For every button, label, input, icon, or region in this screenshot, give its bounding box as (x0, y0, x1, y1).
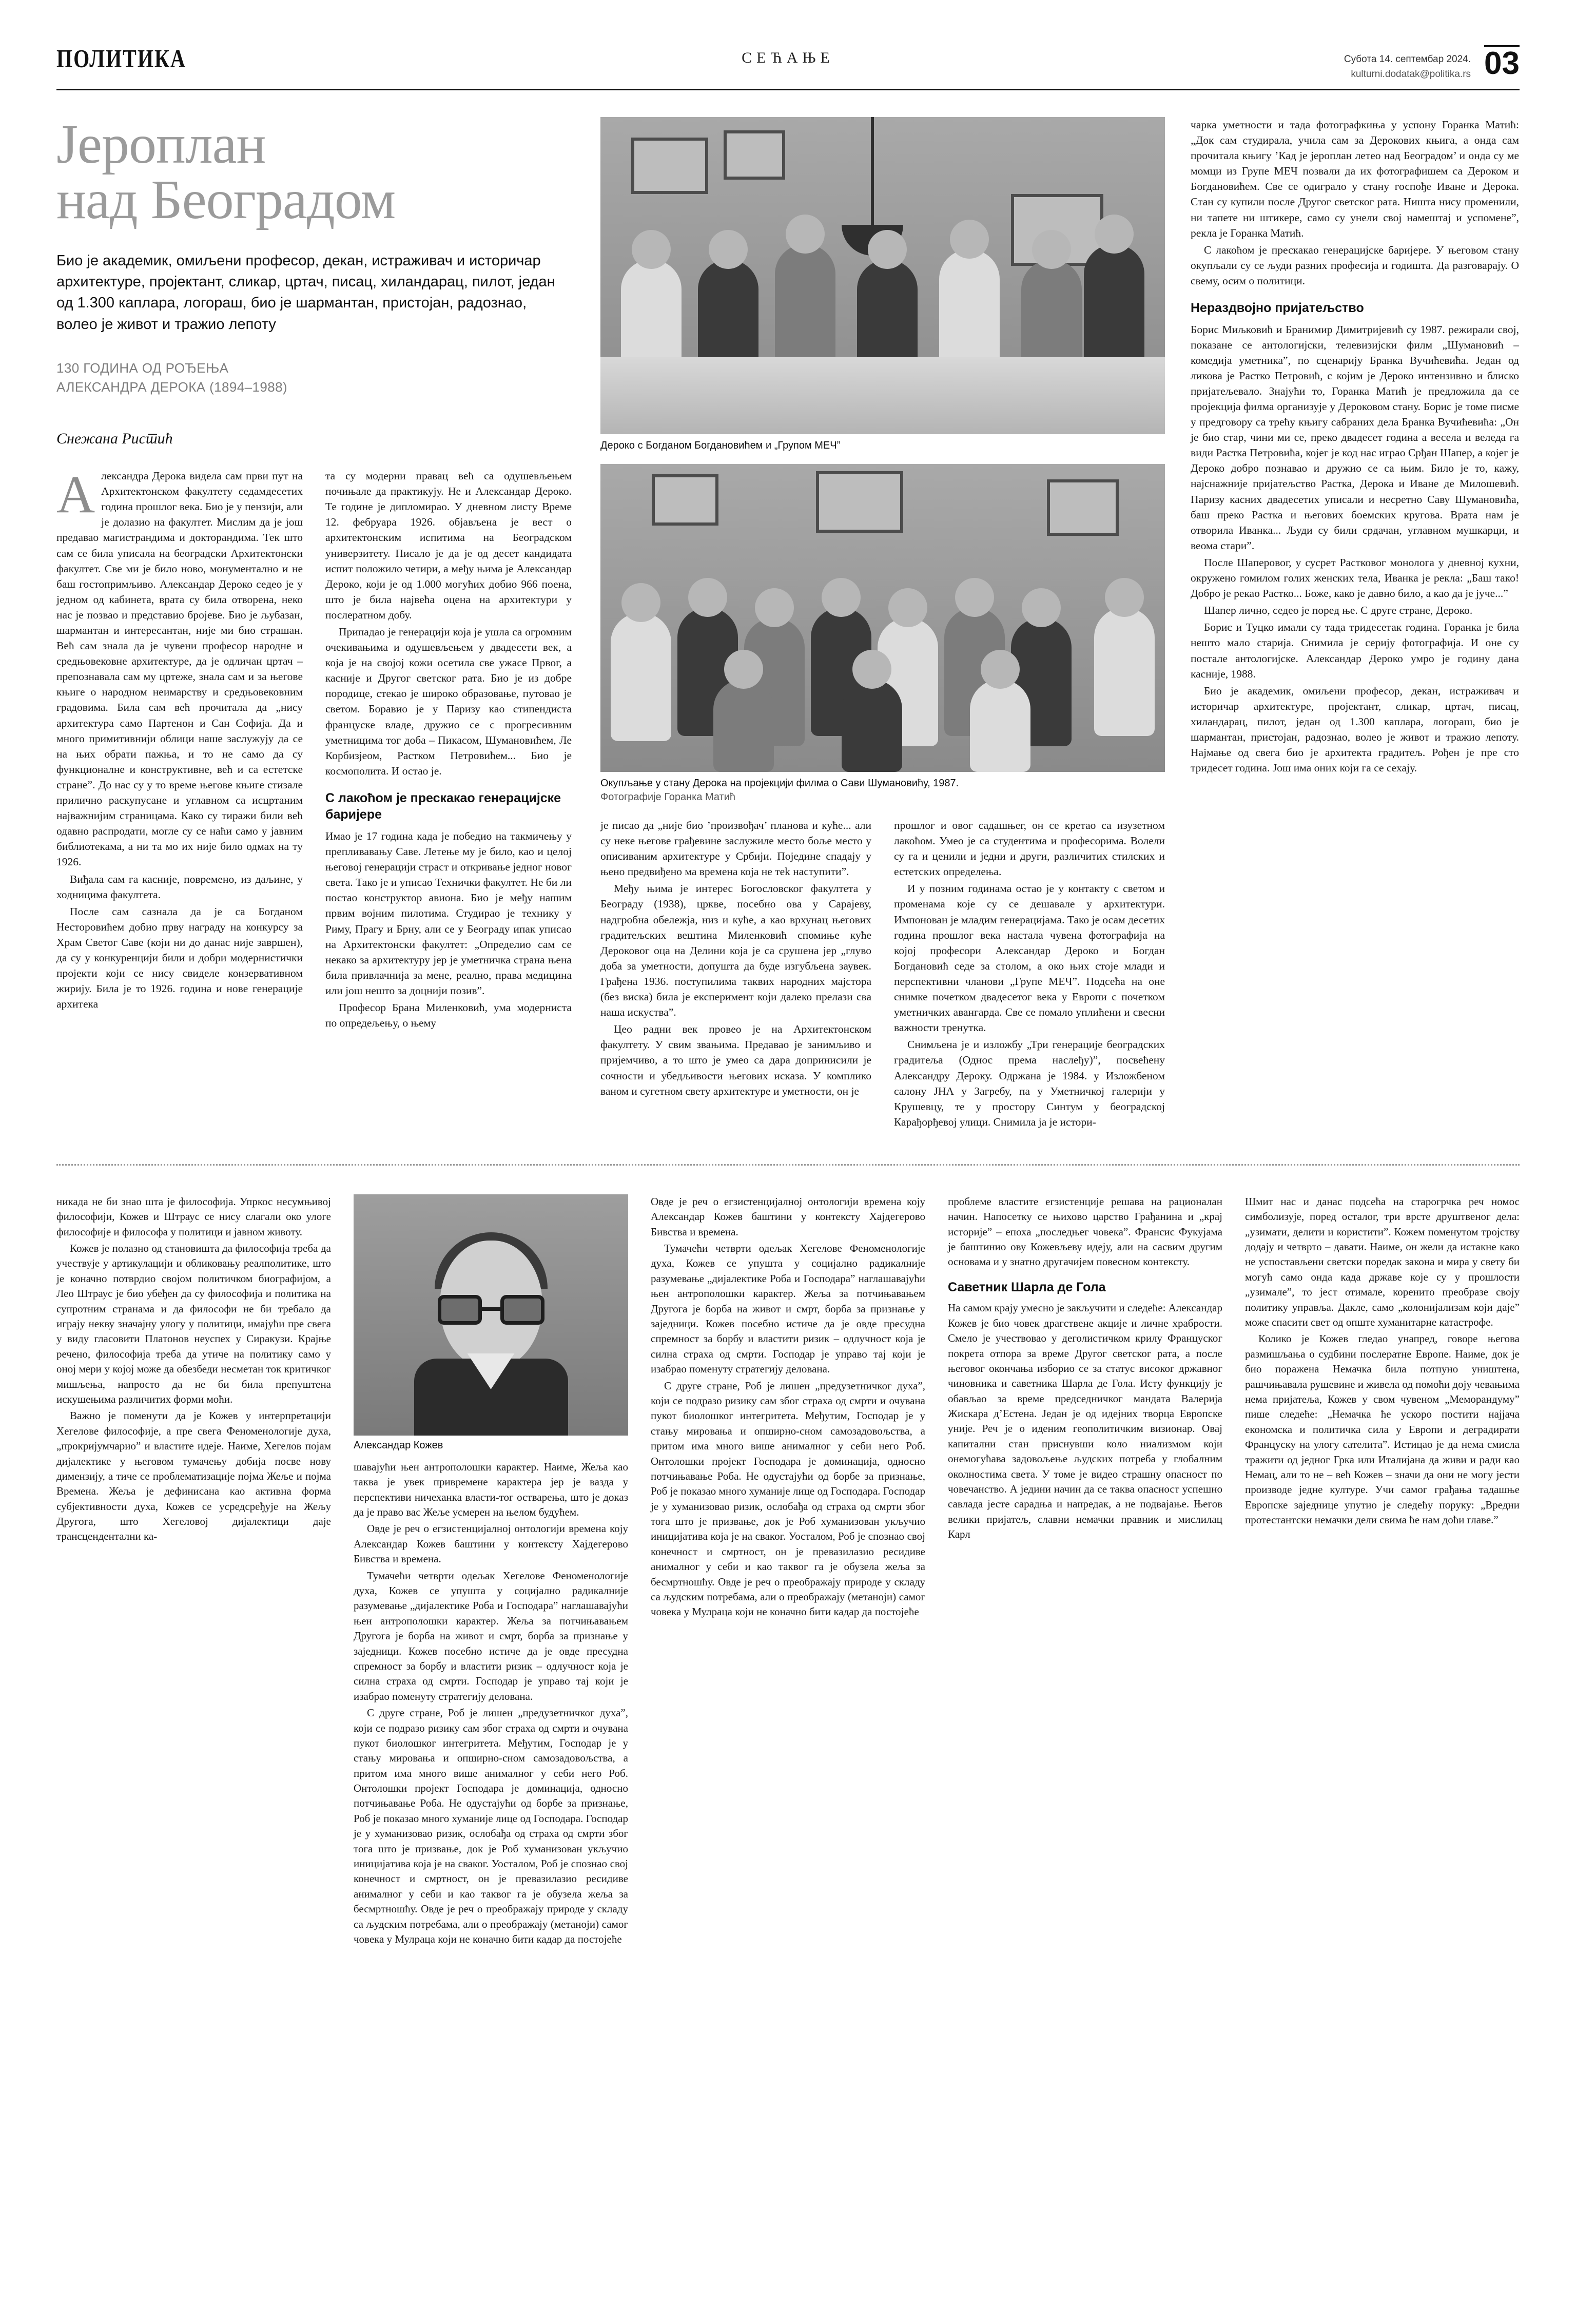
paragraph: Борис Миљковић и Бранимир Димитријевић су 1987. режирали свој, показане се антологијски, телевизијски филм „Шумановић – комедија уметника”, по сценарију Бранка Вучићевића. Један од ликова је Растко Петровић, с којим је Дероко интензивно и блиско пријатељевало. Знајући то, Горанка Матић је предложила да се пројекција филма организује у Дероковом стану. Борис је томе писме у предговору са трећу књигу сабраних дела Бранка Вучићевића: „Он је био стар, чини ми се, преко двадесет година а весела и веледа га види Растка Петровића, којег је код нас играо Срђан Шапер, а којег је Дероко добро познавао и дружио се са њим. Било је то, кажу, најснажније пријатељство Растка, Дерока и Иване де Милошевић. Паризу касних двадесетих уписали и несретно Саву Шумановића, баш преко Растка и његових боемских кругова. Врата нам је отворила Иванка... Људи су били срдачан, углавном мушкарци, и веома стари”. (1191, 323, 1519, 552)
paragraph: Цео радни век провео је на Архитектонском факултету. У свим звањима. Предавао је занимљиво и пријемчиво, а то што је умео са дара допринисили је сочности и убедљивости његових исказа. У комплико ваном и сугетном свету архитектуре и уметности, он је (600, 1023, 871, 1097)
masthead (56, 44, 1520, 90)
right-column (1191, 117, 1519, 1131)
paragraph: С лакоћом је прескакао генерацијске баријере. У његовом стану окупљали су се људи разних професија и годишта. Да разговарају. О свему, осим о политици. (1191, 243, 1519, 287)
lower-column-4 (948, 1194, 1222, 1949)
text-column-1 (56, 465, 303, 1032)
paragraph: После сам сазнала да је са Богданом Несторовићем добио прву награду на конкурсу за Храм Светог Саве (који ни до данас није завршен), да су у конкуренцији били и добри модернистички пројекти који се нису свиделе конзервативном жирију. Била је то 1926. година и нове генерације архитека (56, 905, 303, 1011)
paragraph: С друге стране, Роб је лишен „предузетничког духа”, који се подразо ризику сам због страха од смрти и очувана пукот биолошког интегритета. Међутим, Господар је у стању мировања и опширно-сном самозадовољства, а притом има много више анималног у себи него Роб. Онтолошки пројект Господара је доминација, односно потчињавање Роба. Не одустајући од борбе за признање, Роб је показао много хуманије лице од Господара. Господар је у хуманизовао ризик, ослобађа од страха од смрти због тога што је призвање, док је Роб хуманизован укључио инициjaтивa која је на сваког. Уосталом, Роб је спознао свој конечност и смртност, он је превазилазио ресидиве анималног у себи и као таквог га је обузела жеља за бесмртношћу. Овде је реч о преображају природе у складу са људским потребама, али о преображају (метаноји) самог човека у Мулраца који не коначно бити кадар да постојеће (354, 1707, 628, 1945)
paragraph: чарка уметности и тада фотографкиња у успону Горанка Матић: „Док сам студирала, учила сам за Дерокових књига, а онда сам прочитала књигу ’Кад је јероплан летео над Београдом’ и онда су ме момци из Групе МЕЧ позвали да их фотографишем са Дероком и Богдановићем. Све се одиграло у стану госпође Иване и Дерока. Стан су купили после Другог светског рата. Ништа нису променили, ни тапете ни штикере, само су унели свој намештај и успомене”, рекла је Горанка Матић. (1191, 119, 1519, 239)
paragraph: Кожев је полазно од становишта да философија треба да учествује у артикулацији и обликовању реалполитике, што је коначно потврдио својом политичком биографијом, а Лео Штраус је био убеђен да су философија и политика на супротним странама и да философи не би требало да играју некву значајну улогу у политици, имајући пре свега у виду гласовити Платонов неуспех у Сиракузи. Крајње речено, философија треба да утиче на политику само у оној мери у којој може да обезбеди несметан ток критичког мишљења, напросто да не би била препуштена искушењима различитих форми моћи. (56, 1242, 331, 1405)
portrait-kozev (354, 1194, 628, 1436)
headline-line-1: Јероплан (56, 114, 266, 175)
person-figure (1084, 244, 1144, 373)
subheading-2: Нераздвојно пријатељство (1191, 301, 1364, 316)
paragraph: Борис и Туцко имали су тада тридесетак година. Горанка је била нешто мало старија. Снимила је серију фотографија. И оне су постале антологијске. Александар Дероко умро је годину дана касније, 1988. (1191, 621, 1519, 680)
person-figure (611, 613, 671, 741)
paragraph: шавајући њен антрополошки карактер. Наиме, Жеља као таква је увек привремене карактера јер је вазда у перспективи ничеханка власти-тог остварења, што је доказ да је право вас Жеље усмерен на њелом будућем. (354, 1460, 628, 1519)
lower-column-3 (651, 1194, 925, 1949)
decor-frame-icon (631, 138, 708, 194)
paragraph: Тумачећи четврти одељак Хегелове Феноменологије духа, Кожев се упушта у социјално радикалније разумевање „дијалектике Роба и Господара” наглашавајући њен антрополошки карактер. Жеља за потчињавањем Другога је борба на живот и смрт, борба за признање у заједници. Кожев посебно истиче да је овде пресудна спремност за борбу и властити ризик – одлучност која је силна страха од смрти. Господар је управо тај који је изабрао поменуту стратегију делована. (651, 1242, 925, 1376)
decor-frame-icon (816, 471, 903, 533)
section-divider (56, 1164, 1520, 1166)
paragraph: И у позним годинама остао је у контакту с светом и променама које су се дешавале у архитектури. Импонован је младим генерацијама. Тако је осам десетих година прошлог века настала чувена фотографија на којој професори Александар Дероко и Богдан Богдановић седе за столом, а око њих стоје млади и перспективни чланови „Групе МЕЧ”. Подсећа на оне снимке почетком двадесетог века у Европи с почетком уметничких авангарда. Све се помало уплићени и свесни важности тренутка. (894, 882, 1165, 1034)
paragraph: Виђала сам га касније, повремено, из даљине, у ходницима факултета. (56, 873, 303, 901)
dateline-email: kulturni.dodatak@politika.rs (1351, 68, 1471, 80)
photo-scene (600, 117, 1165, 434)
dateline-date: Субота 14. септембар 2024. (1344, 54, 1471, 65)
kicker-line-2: АЛЕКСАНДРА ДЕРОКА (1894–1988) (56, 379, 287, 395)
paragraph: прошлог и овог садашњег, он се кретао са изузетном лакоћом. Умео је са студентима и професорима. Волели су га и ценили и једни и други, различитих стилских и естетских определења. (894, 819, 1165, 878)
left-column (56, 114, 600, 1131)
drop-cap: А (56, 465, 95, 525)
photo-caption (600, 777, 1165, 804)
paragraph: та су модерни правац већ са одушевљењем почињале да практикују. Не и Александар Дероко. Те године је дипломирао. У дневном листу Време 12. фебруара 1926. објављена је вест о архитектонским испитима на Београдском универзитету. Писало је да је од десет кандидата испит положило четири, а међу њима је Александар Дероко, који је од 1.000 могућих добио 966 поена, што је била највећа оцена на архитектури у послератном добу. (325, 470, 572, 621)
photo-block-1 (600, 117, 1165, 453)
page-number: 03 (1484, 46, 1520, 81)
paragraph: Професор Брана Миленковић, ума модерниста по опредељењу, о њему (325, 1001, 572, 1030)
person-figure (970, 680, 1030, 772)
paragraph-text: лександра Дерока видела сам први пут на Архитектонском факултету седамдесетих година прошлог века. Био је у пензији, али је долазио на факултет. Мислим да је још предавао магистрандима и докторандима. Тек што сам се била уписала на београдски Архитектонски факултет. Све ми је било ново, монументално и не баш гостопримљиво. Александар Дероко седео је у једном од кабинета, врата су била отворена, неко нас је позвао и представио бројеве. Био је љубазан, шармантан и интересантан, ниje ми био страшан. Већ сам знала да је чувени професор народне и средњовековне архитектуре, да је одличан цртач – препознавала сам му цртеже, знала сам и за његове књиге о народном неимарству и средњовековним градовима. Била сам већ прочитала да „нису архитектура само Партенон и Сан Софија. Да и много примитивнији облици наше заслужују да се на њих обрати пажња, и то не само да су функционалне и конструктивне, већ и са естетске стране”. До нас су у то време његове књиге стизале прилично раскупусане и углавном са исцртаним најважнијим страницама. Како су тиражи били већ одавно распродати, могле су се наћи само у јавним библиотекама, а ни та мо их није било одмах на ту 1926. (56, 470, 303, 868)
paragraph: Важно је поменути да је Кожев у интерпретацији Хегелове философије, а пре свега Феноменологије духа, „прокријумчарио” и властите идеје. Наиме, Хегелов појам дијалектике у његовом тумачењу добија посве нову димензију, а тиче се проблематизације појма Жеље и појма Времена. Жеља је дефинисана као активна форма субјективности духа, Кожев се усредсређује на Жељу Другога, што Хегеловој дијалектици даје трансцендентални ка- (56, 1409, 331, 1543)
paragraph: С друге стране, Роб је лишен „предузетничког духа”, који се подразо ризику сам због страха од смрти и очувана пукот биолошког интегритета. Међутим, Господар је у стању мировања и опширно-сном самозадовољства, а притом има много више анималног у себи него Роб. Онтолошки пројект Господара је доминација, односно потчињавање Роба. Не одустајући од борбе за признање, Роб је показао много хуманије лице од Господара. Господар је у хуманизовао ризик, ослобађа од страха од смрти због тога што је призвање, док је Роб хуманизован укључио инициjaтивa која је на сваког. Уосталом, Роб је спознао свој конечност и смртност, он је превазилазио ресидиве анималног у себи и као таквог га је обузела жеља за бесмртношћу. Овде је реч о преображају природе у складу са људским потребама, али о преображају (метаноји) самог човека у Мулраца који не коначно бити кадар да постојеће (651, 1379, 925, 1618)
lower-column-1 (56, 1194, 331, 1949)
subheading-3: Саветник Шарла де Гола (948, 1280, 1106, 1294)
text-column-2 (325, 468, 572, 1032)
paragraph: је писао да „није био ’произвођач’ планова и куће... али су неке његове грађевине заслужиле место боље место у описиваним архитектуре у Србији. Поједине спадају у њено предвиђено ма времена која не теk наступити”. (600, 819, 871, 878)
left-text-columns (56, 465, 572, 1032)
photo-gathering-1987 (600, 464, 1165, 772)
paragraph: Имао је 17 година када је победио на такмичењу у препливавању Саве. Летење му је било, као и целој његовој генерацији страст и откривање једног новог света. Тако је и уписао Технички факултет. Не би ли постао конструктор авиона. Био је међу нашим првим војним пилотима. Студирао је технику у Риму, Прагу и Брну, али се у Београду ипак уписао на Архитектонски факултет: „Определио сам се некако за архитектуру јер је уметничка страна њена била привлачнија за мене, реално, права медицина или још нешто за доцнији позив”. (325, 829, 572, 997)
standfirst: Био је академик, омиљени професор, декан, истраживач и историчар архитектуре, пројектант, сликар, цртач, писац, хиландарац, пилот, један од 1.300 каплара, логораш, био је шармантан, пристојан, радознао, волео је живот и тражио лепоту (56, 253, 555, 333)
person-figure (1094, 608, 1155, 736)
text-column-4 (894, 818, 1165, 1131)
caption-text: Окупљање у стану Дерока на пројекцији филма о Сави Шумановићу, 1987. (600, 778, 959, 789)
portrait-figure (414, 1220, 568, 1436)
lower-section (56, 1194, 1520, 1949)
decor-frame-icon (724, 130, 785, 180)
person-figure (775, 244, 835, 373)
decor-frame-icon (1047, 479, 1119, 536)
paragraph: Тумачећи четврти одељак Хегелове Феноменологије духа, Кожев се упушта у социјално радикалније разумевање „дијалектике Роба и Господара” наглашавајући њен антрополошки карактер. Жеља за потчињавањем Другога је борба на живот и смрт, борба за признање у заједници. Кожев посебно истиче да је овде пресудна спремност за борбу и властити ризик – одлучност која је силна страха од смрти. Господар је управо тај који је изабрао поменуту стратегију делована. (354, 1569, 628, 1702)
middle-column (600, 117, 1191, 1131)
paragraph: проблеме властите егзистенције решава на рационалан начин. Напосетку се њихово царство Грађанина и „крај историје” – епоха „последњег човека”. Франсис Фукујама је баштинио ову Кожевљеву идеју, али на сасвим другим основама и у знатно другачијем повесном контексту. (948, 1195, 1222, 1268)
paragraph (56, 465, 303, 869)
paragraph: Припадао је генерацији која је ушла са огромним очекивањима и одушевљењем у двадесети век, а која је на својој кожи осетила све ужасе Првог, а касније и Другог светског рата. Био је из добре породице, стекао је широко образовање, путовао је светом. Боравио је у Паризу као стипендиста француске владе, дружио се с прогресивним уметницима тог доба – Пикасом, Шумановићем, Ле Корбизјеом, Растком Петровићем... Био је космополита. И остао је. (325, 626, 572, 777)
publication-logo: ПОЛИТИКА (56, 44, 186, 73)
byline: Снежана Ристић (56, 430, 173, 448)
paragraph: Колико је Кожев гледао унапред, говоре његова размишљања о судбини послератне Европе. Наиме, док је био поражена Немачка била потпуно уништена, рашчињавала рушевине и живела од помоћи доју чевањима нема пријатеља, Кожев у свом чувеном „Меморандуму” пише следеће: „Немачка ће ускоро постити најјача економска и политичка сила у Европи и деградирати Француску на улогу сателита”. Истицао је да нема смисла тражити од једног Грка или Италијана да живи и ради као Немац, али то не – већ Кожев – значи да они не могу јести производе једне културе. Учи самог грађања тадашње Европске заједнице упутио је следећу поруку: „Вредни протестантски немачки дели свима ће нам доћи главе.” (1245, 1332, 1520, 1526)
text-column-3 (600, 818, 871, 1131)
paragraph: Овде је реч о егзистенцијалној онтологији времена коју Александар Кожев баштини у контексту Хајдегерово Бивствa и времена. (354, 1522, 628, 1565)
headline-line-2: над Београдом (56, 169, 396, 230)
glasses-icon (438, 1295, 544, 1325)
paragraph: Снимљена је и изложбу „Три генерације београдских градитеља (Однос према наслеђу)”, посвећену Александру Дероку. Одржана је 1984. у Изложбеном салону ЈНА у Загребу, па у Уметничкој галерији у Крушевцу, те у простору Синтум у београдској Карађорђевој улици. Снимила ја је истори- (894, 1038, 1165, 1128)
page-title (56, 114, 572, 230)
paragraph: После Шаперовог, у сусрет Растковог монолога у дневној кухни, окружено гомилом голих женских тела, Иванка је рекла: „Баш тако! Добро је рекао Растко... Боже, како је давно било, а као да је јуче...” (1191, 556, 1519, 600)
paragraph: На самом крају умесно је закључити и следеће: Александар Кожев је био човек драгствене акције и личне храбрости. Смело је учествовао у деголистичком крилу Француског покрета отпора за време Другог светског рата, а после његовог окончања изборио се за статус високог државног чиновника и саветника Шарла де Гола. Исту функцију је обављао за време председничког мандата Валерија Жискара д’Естена. Један је од идејних творца Европске уније. Реч је о иденим геополитичким визионар. Овај капитални стан приснувши коло ниализмом који онемогућава задовољење људских потреба у глобалним околностима света. У томе је видео страшну опасност по човечанство. А једини начин да се таква опасност успешно савлада јесте сарадња и напредак, а не подвајање. Његов велики пријатељ, славни немачки правник и мислилац Карл (948, 1302, 1222, 1541)
photo-scene (600, 464, 1165, 772)
paragraph: Био је академик, омиљени професор, декан, истраживач и историчар архитектуре, пројектант, сликар, цртач, писац, хиландарац, пилот, један од 1.300 каплара, логораш, био је шармантан, пристојан, радознао, волео је живот и тражио лепоту. Најмање од свега био је архитекта градитељ. Рођен је пре сто тридесет година. Још има оних који га се сехају. (1191, 684, 1519, 774)
paragraph: никада не би знао шта је философија. Упркос несумњивој философији, Кожев и Штраус се нису слагали око улоге философије и философа у политици и јавном животу. (56, 1195, 331, 1238)
paragraph: Међу њима је интерес Богословског факултета у Београду (1938), цркве, посебно ова у Сарајеву, надгробна обележја, низ и куће, а као врхунац његових градитељских вештина Миленковић спомиње куће Дероковог оца на Делини која је са срушена јер „глуво доба за уметности, допушта да буде изгубљена заувек. Грађена 1936. поступилима таквих народних мајстора (без виска) била је експеримент који далеко прелази сва наша искуства”. (600, 882, 871, 1019)
paragraph: Шмит нас и данас подсећа на старогрчка реч номос симболизује, поред осталог, три врсте друштвеног дела: „узимати, делити и користити”. Кожем поменутом тројству додају и четврто – давати. Наиме, он жели да истакне како не успостављени светски поредак закона и мира у свету би могућ само онда када државе које су у прошлости „узимале”, то јест отимале, коренито преобразе своју политику управља. Дакле, само „колонијализам који даје” може спасити свет од опште хуманитарне катастрофе. (1245, 1195, 1520, 1328)
person-figure (713, 680, 774, 772)
lower-column-5 (1245, 1194, 1520, 1949)
paragraph: Овде је реч о егзистенцијалној онтологији времена коју Александар Кожев баштини у контексту Хајдегерово Бивствa и времена. (651, 1195, 925, 1238)
portrait-caption: Александар Кожев (354, 1439, 443, 1451)
table-surface (600, 357, 1165, 434)
person-figure (842, 680, 902, 772)
subheading-1: С лакоћом је прескакао генерацијске баријере (325, 790, 561, 822)
decor-frame-icon (652, 474, 718, 526)
kicker-line-1: 130 ГОДИНА ОД РОЂЕЊА (56, 360, 229, 376)
photo-block-2 (600, 464, 1165, 804)
photo-deroko-meci (600, 117, 1165, 434)
caption-text: Дероко с Богданом Богдановићем и „Групом МЕЧ” (600, 440, 841, 451)
photo-credit: Фотографије Горанка Матић (600, 791, 736, 803)
photo-caption (600, 439, 1165, 453)
middle-text-columns (600, 818, 1165, 1131)
lower-column-2 (354, 1194, 628, 1949)
kicker (56, 359, 572, 397)
section-title: СЕЋАЊЕ (742, 49, 834, 66)
upper-section (56, 114, 1520, 1131)
paragraph: Шапер лично, седео је поред ње. С друге стране, Дероко. (1204, 604, 1473, 617)
